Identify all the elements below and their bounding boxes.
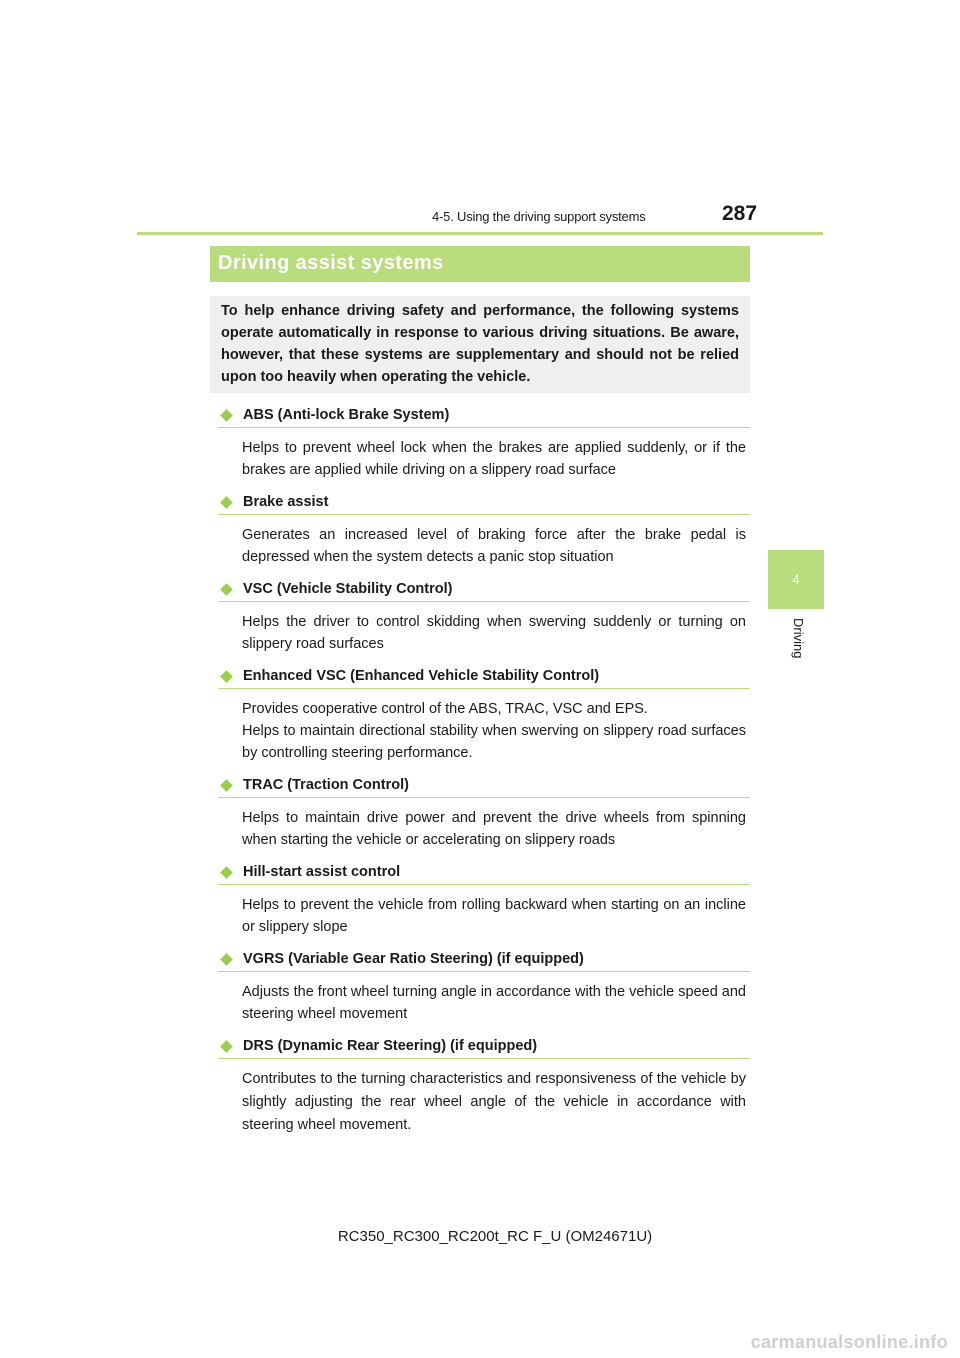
item-heading — [218, 577, 750, 602]
chapter-label: Driving — [791, 618, 806, 659]
item-description: Helps to prevent wheel lock when the brakes are applied suddenly, or if the brakes are applied while driving on a slippery road surface — [242, 440, 746, 478]
diamond-bullet-icon — [220, 583, 233, 596]
item-heading-text: ABS (Anti-lock Brake System) — [243, 407, 450, 423]
list-item — [218, 860, 750, 938]
intro-text: To help enhance driving safety and performance, the following systems operate automatically in response to various driving situations. Be aware, however, that these systems are supplementary and should not be relied upon too heavily when operating the vehicle. — [221, 303, 739, 385]
item-heading-text: Hill-start assist control — [243, 864, 401, 880]
item-heading-text: VSC (Vehicle Stability Control) — [243, 581, 453, 597]
item-heading-text: Enhanced VSC (Enhanced Vehicle Stability Control) — [243, 668, 600, 684]
diamond-bullet-icon — [220, 670, 233, 683]
list-item — [218, 403, 750, 481]
header-section-title: 4-5. Using the driving support systems — [432, 209, 646, 224]
list-item — [218, 947, 750, 1025]
diamond-bullet-icon — [220, 779, 233, 792]
item-heading-text: DRS (Dynamic Rear Steering) (if equipped) — [243, 1038, 538, 1054]
item-heading-text: Brake assist — [243, 494, 329, 510]
list-item — [218, 490, 750, 568]
page-number: 287 — [722, 202, 758, 225]
item-description: Helps the driver to control skidding when swerving suddenly or turning on slippery road surfaces — [242, 614, 746, 652]
item-heading-text: VGRS (Variable Gear Ratio Steering) (if equipped) — [243, 951, 584, 967]
item-heading — [218, 490, 750, 515]
item-description: Adjusts the front wheel turning angle in accordance with the vehicle speed and steering wheel movement — [242, 984, 746, 1022]
diamond-bullet-icon — [220, 496, 233, 509]
item-heading — [218, 947, 750, 972]
page-title: Driving assist systems — [210, 246, 750, 282]
item-heading — [218, 403, 750, 428]
list-item — [218, 1034, 750, 1137]
item-heading — [218, 773, 750, 798]
item-description: Helps to maintain drive power and prevent the drive wheels from spinning when starting the vehicle or accelerating on slippery roads — [242, 810, 746, 848]
item-description: Generates an increased level of braking force after the brake pedal is depressed when the system detects a panic stop situation — [242, 527, 746, 565]
list-item — [218, 664, 750, 764]
diamond-bullet-icon — [220, 1040, 233, 1053]
list-item — [218, 773, 750, 851]
diamond-bullet-icon — [220, 953, 233, 966]
intro-box — [210, 296, 750, 393]
item-heading-text: TRAC (Traction Control) — [243, 777, 409, 793]
system-list — [218, 403, 750, 1137]
item-heading — [218, 1034, 750, 1059]
chapter-number: 4 — [792, 572, 800, 587]
chapter-tab — [768, 550, 824, 609]
item-description: Helps to prevent the vehicle from rolling backward when starting on an incline or slippery slope — [242, 897, 746, 935]
watermark-logo: carmanualsonline.info — [750, 1332, 948, 1352]
item-description: Contributes to the turning characteristics and responsiveness of the vehicle by slightly adjusting the rear wheel angle of the vehicle in accordance with steering wheel movement. — [242, 1071, 746, 1133]
footer-model-code: RC350_RC300_RC200t_RC F_U (OM24671U) — [337, 1228, 653, 1245]
item-heading — [218, 664, 750, 689]
item-description-line: Provides cooperative control of the ABS, TRAC, VSC and EPS. — [242, 701, 648, 717]
diamond-bullet-icon — [220, 409, 233, 422]
item-description — [242, 698, 746, 764]
item-description-line: Helps to maintain directional stability when swerving on slippery road surfaces by controlling steering performance. — [242, 723, 746, 761]
header-divider — [137, 232, 823, 235]
item-heading — [218, 860, 750, 885]
list-item — [218, 577, 750, 655]
diamond-bullet-icon — [220, 866, 233, 879]
